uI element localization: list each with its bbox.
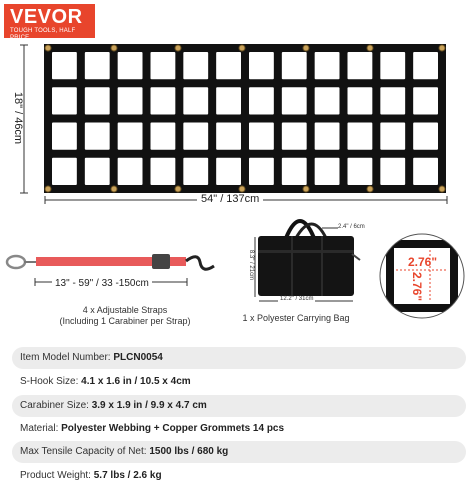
grommet bbox=[45, 45, 51, 51]
spec-label: Product Weight: bbox=[20, 470, 94, 481]
net-opening bbox=[183, 52, 208, 79]
net-opening bbox=[348, 123, 373, 150]
grommet bbox=[111, 186, 117, 192]
spec-label: Item Model Number: bbox=[20, 352, 114, 363]
grommet bbox=[439, 186, 445, 192]
net-opening bbox=[52, 52, 77, 79]
grommet bbox=[239, 45, 245, 51]
net-opening bbox=[315, 158, 340, 185]
net-opening bbox=[52, 158, 77, 185]
strap-length-label: 13" - 59" / 33 -150cm bbox=[52, 278, 152, 289]
net-opening bbox=[282, 52, 307, 79]
grommet bbox=[303, 186, 309, 192]
grommet bbox=[175, 45, 181, 51]
spec-label: S-Hook Size: bbox=[20, 376, 82, 387]
net-opening bbox=[118, 52, 143, 79]
net-opening bbox=[315, 123, 340, 150]
net-opening bbox=[282, 158, 307, 185]
net-opening bbox=[413, 158, 438, 185]
cargo-net-image bbox=[44, 44, 446, 193]
grommet bbox=[439, 45, 445, 51]
bag-handle-dimension-line bbox=[322, 226, 338, 230]
net-opening bbox=[183, 87, 208, 114]
net-opening bbox=[380, 158, 405, 185]
net-opening bbox=[85, 158, 110, 185]
spec-row bbox=[12, 465, 466, 487]
net-opening bbox=[52, 87, 77, 114]
net-opening bbox=[282, 123, 307, 150]
strap-caption-line1: 4 x Adjustable Straps bbox=[82, 305, 168, 315]
net-height-label: 18" / 46cm bbox=[12, 91, 24, 145]
net-opening bbox=[216, 52, 241, 79]
net-opening bbox=[52, 123, 77, 150]
net-opening bbox=[413, 123, 438, 150]
net-opening bbox=[151, 158, 176, 185]
spec-value: Polyester Webbing + Copper Grommets 14 pcs bbox=[61, 423, 285, 434]
net-opening bbox=[118, 123, 143, 150]
net-opening bbox=[249, 158, 274, 185]
spec-label: Max Tensile Capacity of Net: bbox=[20, 446, 150, 457]
grid-vertical-label: 2.76" bbox=[410, 272, 424, 302]
bag-caption: 1 x Polyester Carrying Bag bbox=[242, 313, 350, 323]
bag-height-label: 8.3" / 21cm bbox=[248, 249, 254, 281]
spec-value: PLCN0054 bbox=[113, 352, 163, 363]
adjustable-strap-image bbox=[2, 248, 232, 278]
grommet bbox=[239, 186, 245, 192]
grommet bbox=[175, 186, 181, 192]
spec-row bbox=[12, 347, 466, 369]
grommet bbox=[303, 45, 309, 51]
net-opening bbox=[216, 87, 241, 114]
net-width-label: 54" / 137cm bbox=[197, 193, 263, 205]
net-opening bbox=[413, 52, 438, 79]
net-opening bbox=[380, 87, 405, 114]
spec-label: Material: bbox=[20, 423, 62, 434]
spec-value: 1500 lbs / 680 kg bbox=[149, 446, 229, 457]
net-opening bbox=[282, 87, 307, 114]
spec-row bbox=[12, 418, 466, 440]
spec-table bbox=[12, 347, 466, 488]
strap-caption bbox=[20, 305, 230, 327]
grid-horizontal-label: 2.76" bbox=[408, 255, 438, 269]
net-opening bbox=[151, 52, 176, 79]
net-opening bbox=[151, 123, 176, 150]
spec-row bbox=[12, 371, 466, 393]
net-opening bbox=[183, 123, 208, 150]
spec-label: Carabiner Size: bbox=[20, 400, 92, 411]
grommet bbox=[45, 186, 51, 192]
vevor-logo bbox=[4, 4, 95, 41]
spec-value: 4.1 x 1.6 in / 10.5 x 4cm bbox=[81, 376, 191, 387]
net-opening bbox=[249, 123, 274, 150]
bag-width-label: 12.2" / 31cm bbox=[280, 296, 314, 302]
grommet bbox=[367, 45, 373, 51]
net-opening bbox=[216, 158, 241, 185]
bag-handle-label: 2.4" / 6cm bbox=[338, 224, 365, 230]
net-opening bbox=[413, 87, 438, 114]
spec-value: 3.9 x 1.9 in / 9.9 x 4.7 cm bbox=[91, 400, 207, 411]
net-opening bbox=[348, 158, 373, 185]
strap-caption-line2: (Including 1 Carabiner per Strap) bbox=[59, 316, 191, 326]
net-opening bbox=[249, 52, 274, 79]
spec-value: 5.7 lbs / 2.6 kg bbox=[93, 470, 162, 481]
net-opening bbox=[118, 87, 143, 114]
net-opening bbox=[85, 123, 110, 150]
net-opening bbox=[118, 158, 143, 185]
net-opening bbox=[315, 52, 340, 79]
net-opening bbox=[315, 87, 340, 114]
net-opening bbox=[151, 87, 176, 114]
net-opening bbox=[183, 158, 208, 185]
grommet bbox=[111, 45, 117, 51]
spec-row bbox=[12, 395, 466, 417]
net-opening bbox=[380, 52, 405, 79]
net-opening bbox=[380, 123, 405, 150]
net-opening bbox=[85, 52, 110, 79]
spec-row bbox=[12, 441, 466, 463]
net-opening bbox=[249, 87, 274, 114]
net-opening bbox=[348, 87, 373, 114]
grommet bbox=[367, 186, 373, 192]
net-opening bbox=[216, 123, 241, 150]
net-opening bbox=[85, 87, 110, 114]
brand-tagline: TOUGH TOOLS, HALF PRICE bbox=[10, 28, 76, 41]
brand-name: VEVOR bbox=[10, 6, 83, 28]
carrying-bag-image bbox=[252, 208, 364, 304]
net-opening bbox=[348, 52, 373, 79]
